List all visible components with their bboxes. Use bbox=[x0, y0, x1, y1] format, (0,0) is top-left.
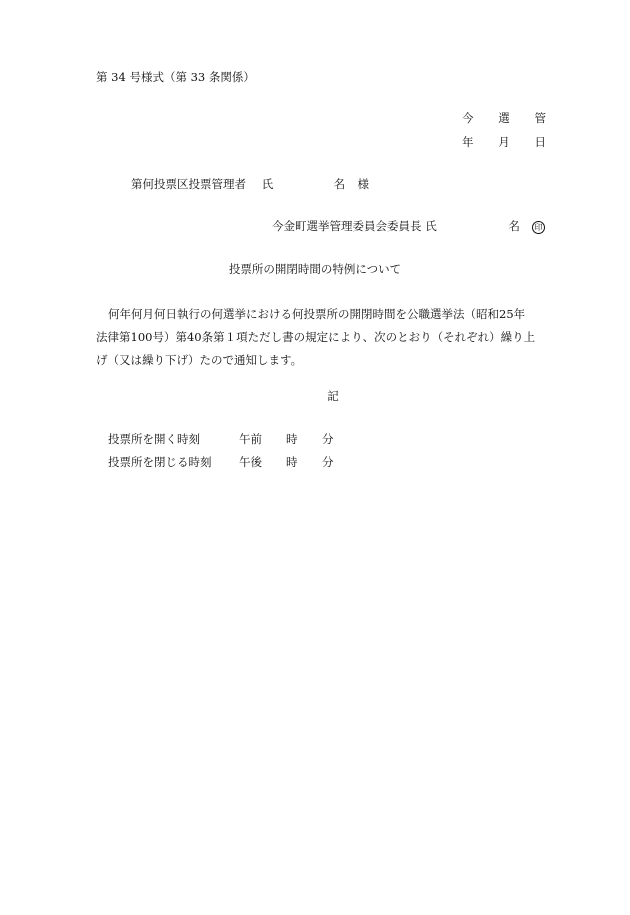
body-text: 何年何月何日執行の何選挙における何投票所の開閉時間を公職選挙法（昭和25年法律第100号）第40条第１項ただし書の規定により、次のとおり（それぞれ）繰り上げ（又は繰り下げ）たので通知します。 bbox=[96, 307, 536, 367]
recipient-title: 第何投票区投票管理者 bbox=[131, 177, 246, 191]
document-title: 投票所の開閉時間の特例について bbox=[228, 262, 402, 276]
closing-time-label: 投票所を閉じる時刻 bbox=[108, 455, 212, 469]
note-mark: 記 bbox=[327, 389, 339, 403]
sender-name-label: 氏 bbox=[425, 219, 437, 233]
recipient-name-label: 氏 bbox=[261, 177, 274, 191]
opening-time-row bbox=[108, 434, 334, 446]
closing-minute-unit: 分 bbox=[322, 455, 334, 469]
closing-time-row bbox=[108, 457, 334, 469]
recipient-line bbox=[131, 179, 369, 191]
seal-mark: 印 bbox=[532, 221, 545, 234]
opening-hour-unit: 時 bbox=[286, 432, 298, 446]
date-month: 月 bbox=[498, 135, 510, 149]
ref-number-part: 管 bbox=[534, 111, 546, 125]
date-year: 年 bbox=[462, 135, 474, 149]
form-number: 第 34 号様式（第 33 条関係） bbox=[96, 70, 255, 84]
ref-number-part: 選 bbox=[498, 111, 510, 125]
sender-name-label: 名 bbox=[508, 219, 520, 233]
recipient-name-label: 名 bbox=[333, 177, 346, 191]
closing-hour-unit: 時 bbox=[286, 455, 298, 469]
sender-title: 今金町選挙管理委員会委員長 bbox=[272, 219, 422, 233]
reference-number bbox=[462, 113, 546, 125]
date-day: 日 bbox=[534, 135, 546, 149]
ref-number-part: 今 bbox=[462, 111, 474, 125]
body-paragraph bbox=[96, 303, 536, 372]
sender-line bbox=[272, 221, 545, 234]
recipient-honorific: 様 bbox=[357, 177, 370, 191]
opening-minute-unit: 分 bbox=[322, 432, 334, 446]
closing-ampm: 午後 bbox=[239, 455, 262, 469]
date-line bbox=[462, 137, 546, 149]
opening-ampm: 午前 bbox=[239, 432, 262, 446]
opening-time-label: 投票所を開く時刻 bbox=[108, 432, 200, 446]
